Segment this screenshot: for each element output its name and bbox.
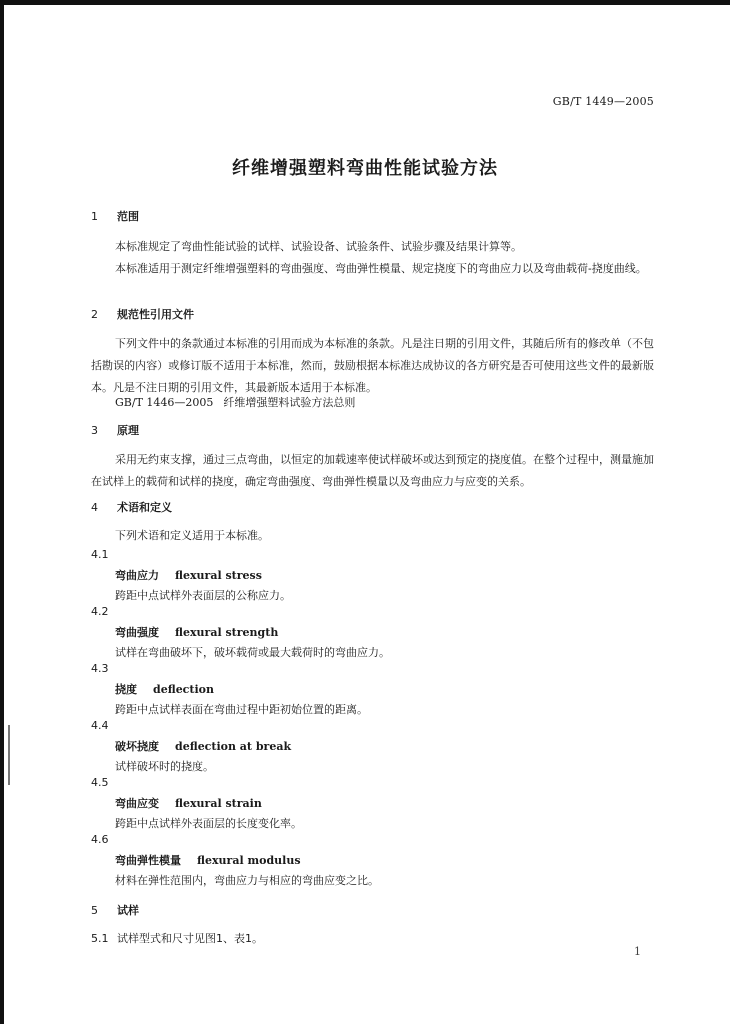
term-definition: 试样在弯曲破坏下，破坏载荷或最大载荷时的弯曲应力。 <box>115 646 390 659</box>
term-number: 4.6 <box>91 833 109 846</box>
term-heading <box>115 738 291 754</box>
term-en: flexural modulus <box>197 854 301 867</box>
section-title: 试样 <box>117 904 139 917</box>
term-en: flexural strength <box>175 626 279 639</box>
term-definition: 跨距中点试样外表面层的长度变化率。 <box>115 817 302 830</box>
term-zh: 弯曲弹性模量 <box>115 854 181 867</box>
term-heading <box>115 852 301 868</box>
term-zh: 弯曲应变 <box>115 797 159 810</box>
term-zh: 挠度 <box>115 683 137 696</box>
term-en: deflection at break <box>175 740 292 753</box>
clause-number: 5.1 <box>91 932 109 945</box>
page-number: 1 <box>634 945 641 958</box>
section-number: 2 <box>91 308 98 321</box>
scope-paragraph-2: 本标准适用于测定纤维增强塑料的弯曲强度、弯曲弹性模量、规定挠度下的弯曲应力以及弯曲载荷-挠度曲线。 <box>115 262 647 275</box>
term-number: 4.2 <box>91 605 109 618</box>
term-definition: 跨距中点试样外表面层的公称应力。 <box>115 589 291 602</box>
standard-code: GB/T 1449—2005 <box>552 95 654 108</box>
clause-text: 试样型式和尺寸见图1、表1。 <box>117 932 263 945</box>
section-number: 4 <box>91 501 98 514</box>
term-en: flexural stress <box>175 569 262 582</box>
terms-intro: 下列术语和定义适用于本标准。 <box>115 529 269 542</box>
section-number: 5 <box>91 904 98 917</box>
term-number: 4.4 <box>91 719 109 732</box>
term-definition: 材料在弹性范围内，弯曲应力与相应的弯曲应变之比。 <box>115 874 379 887</box>
section-2-heading <box>91 306 194 322</box>
clause-5-1 <box>91 930 263 946</box>
term-definition: 试样破坏时的挠度。 <box>115 760 214 773</box>
section-number: 3 <box>91 424 98 437</box>
section-title: 范围 <box>117 210 139 223</box>
principle-paragraph: 采用无约束支撑，通过三点弯曲，以恒定的加载速率使试样破坏或达到预定的挠度值。在整个过程中，测量施加在试样上的载荷和试样的挠度，确定弯曲强度、弯曲弹性模量以及弯曲应力与应变的关系。 <box>91 453 654 488</box>
section-1-heading <box>91 208 139 224</box>
references-intro: 下列文件中的条款通过本标准的引用而成为本标准的条款。凡是注日期的引用文件，其随后所有的修改单（不包括勘误的内容）或修订版不适用于本标准，然而，鼓励根据本标准达成协议的各方研究是否可使用这些文件的最新版本。凡是不注日期的引用文件，其最新版本适用于本标准。 <box>91 337 654 394</box>
term-number: 4.1 <box>91 548 109 561</box>
scan-top-border <box>0 0 730 5</box>
section-3-heading <box>91 422 139 438</box>
term-zh: 破坏挠度 <box>115 740 159 753</box>
section-4-heading <box>91 499 172 515</box>
term-heading <box>115 795 262 811</box>
document-title: 纤维增强塑料弯曲性能试验方法 <box>232 158 498 179</box>
term-number: 4.3 <box>91 662 109 675</box>
reference-code: GB/T 1446—2005 <box>115 396 214 409</box>
scope-paragraph-1: 本标准规定了弯曲性能试验的试样、试验设备、试验条件、试验步骤及结果计算等。 <box>115 240 522 253</box>
term-definition: 跨距中点试样表面在弯曲过程中距初始位置的距离。 <box>115 703 368 716</box>
term-en: flexural strain <box>175 797 262 810</box>
section-title: 原理 <box>117 424 139 437</box>
section-number: 1 <box>91 210 98 223</box>
reference-title: 纤维增强塑料试验方法总则 <box>223 396 356 409</box>
term-heading <box>115 624 278 640</box>
term-heading <box>115 567 262 583</box>
section-5-heading <box>91 902 139 918</box>
reference-entry <box>115 394 355 410</box>
term-number: 4.5 <box>91 776 109 789</box>
scan-speck <box>8 725 10 785</box>
term-heading <box>115 681 214 697</box>
term-zh: 弯曲强度 <box>115 626 159 639</box>
term-en: deflection <box>153 683 214 696</box>
term-zh: 弯曲应力 <box>115 569 159 582</box>
section-title: 术语和定义 <box>117 501 172 514</box>
section-title: 规范性引用文件 <box>117 308 194 321</box>
